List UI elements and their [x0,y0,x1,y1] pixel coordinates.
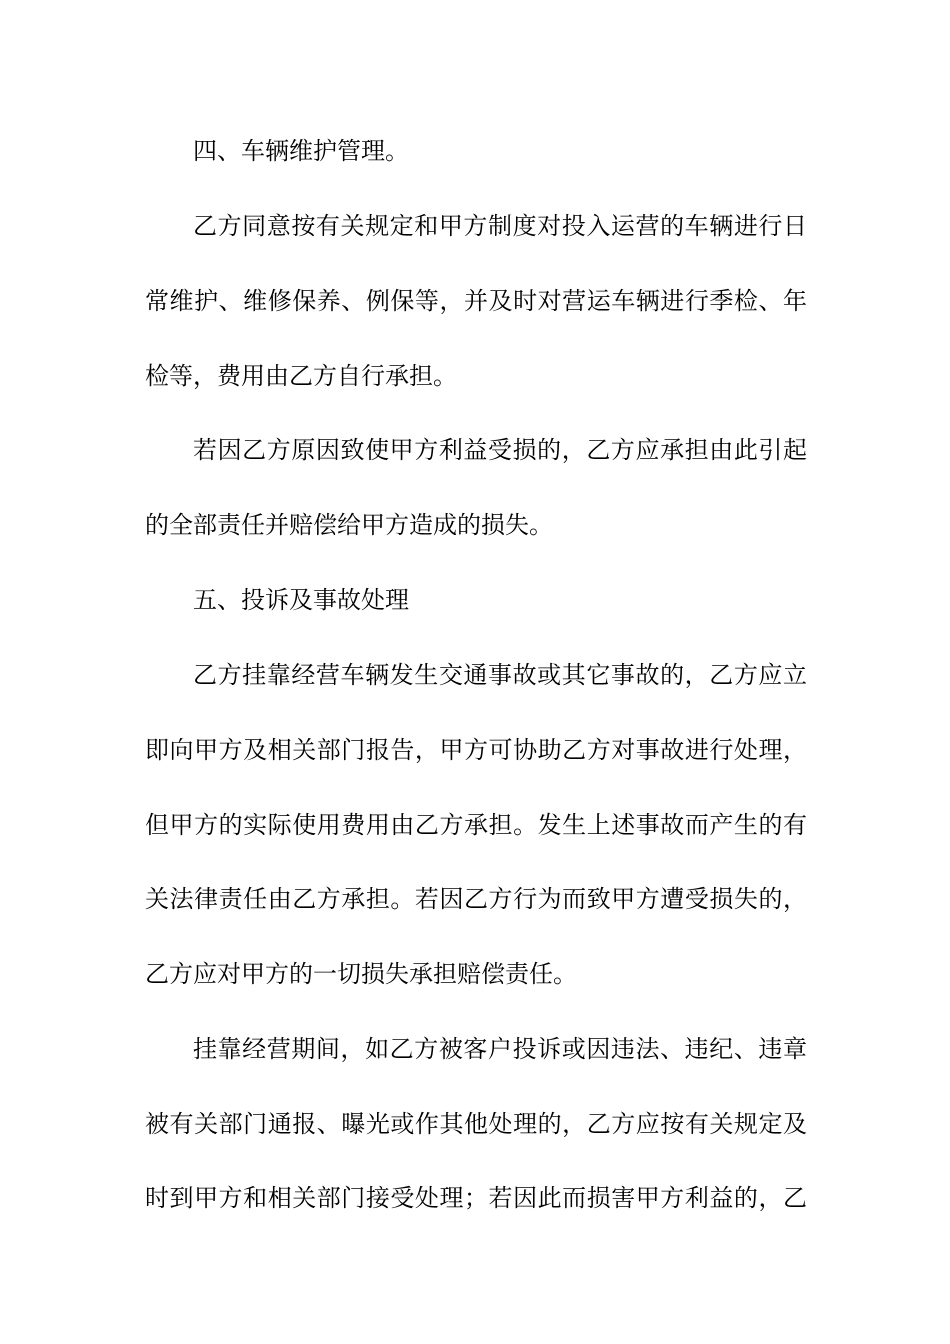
paragraph-line: 关法律责任由乙方承担。若因乙方行为而致甲方遭受损失的， [145,885,807,913]
paragraph-line: 被有关部门通报、曝光或作其他处理的，乙方应按有关规定及 [145,1110,807,1138]
paragraph-line: 即向甲方及相关部门报告，甲方可协助乙方对事故进行处理， [145,736,807,764]
section-heading-complaints-accidents: 五、投诉及事故处理 [193,586,409,614]
paragraph-line: 的全部责任并赔偿给甲方造成的损失。 [145,511,553,539]
paragraph-line: 乙方挂靠经营车辆发生交通事故或其它事故的，乙方应立 [193,661,807,689]
paragraph-line: 时到甲方和相关部门接受处理；若因此而损害甲方利益的，乙 [145,1184,807,1212]
paragraph-line: 乙方同意按有关规定和甲方制度对投入运营的车辆进行日 [193,212,807,240]
paragraph-line: 乙方应对甲方的一切损失承担赔偿责任。 [145,960,577,988]
section-heading-vehicle-maintenance: 四、车辆维护管理。 [193,137,409,165]
paragraph-line: 但甲方的实际使用费用由乙方承担。发生上述事故而产生的有 [145,811,807,839]
paragraph-line: 若因乙方原因致使甲方利益受损的，乙方应承担由此引起 [193,436,807,464]
paragraph-line: 挂靠经营期间，如乙方被客户投诉或因违法、违纪、违章 [193,1035,807,1063]
paragraph-line: 检等，费用由乙方自行承担。 [145,362,457,390]
paragraph-line: 常维护、维修保养、例保等，并及时对营运车辆进行季检、年 [145,287,807,315]
